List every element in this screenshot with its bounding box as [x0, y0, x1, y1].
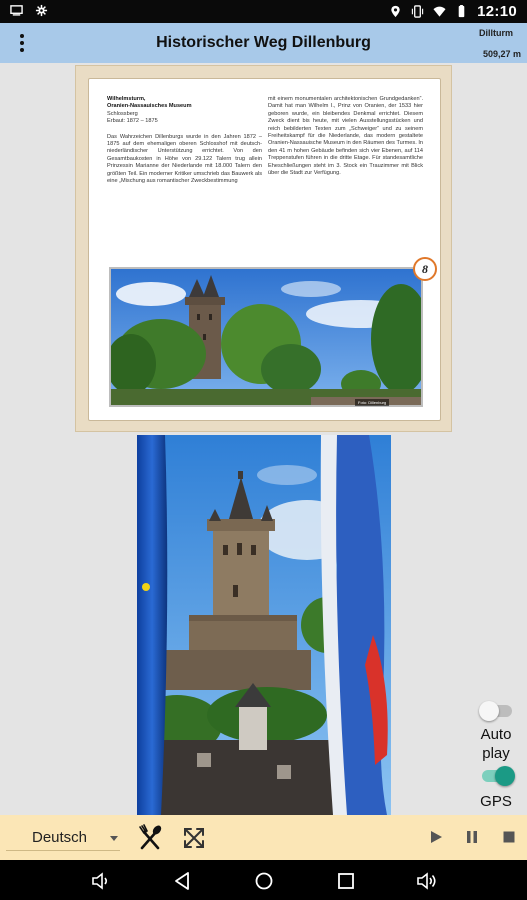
status-time: 12:10: [477, 3, 517, 20]
guide-page-photo: [109, 267, 423, 407]
app-title: Historischer Weg Dillenburg: [156, 34, 371, 51]
gps-label: GPS: [480, 793, 512, 810]
play-icon[interactable]: [428, 829, 444, 845]
point-built: Erbaut: 1872 – 1875: [107, 118, 158, 125]
chevron-down-icon: [110, 836, 118, 841]
status-bar: [0, 0, 527, 23]
volume-up-icon[interactable]: [416, 870, 438, 892]
gps-toggle-thumb: [495, 766, 515, 786]
language-value: Deutsch: [32, 829, 88, 846]
route-icon[interactable]: [180, 824, 208, 852]
stop-icon[interactable]: [501, 829, 517, 845]
guide-column-left: [107, 96, 262, 185]
point-location: Schlossberg: [107, 110, 138, 117]
app-bar: [0, 23, 527, 63]
photo-credit: Foto: Dillenburg: [355, 399, 389, 406]
bottom-toolbar: [0, 815, 527, 860]
home-icon[interactable]: [253, 870, 275, 892]
volume-down-icon[interactable]: [90, 870, 112, 892]
place-name: Dillturm: [478, 28, 513, 38]
tower-photo[interactable]: [137, 435, 391, 815]
content-area: [0, 63, 527, 815]
guide-column-right: [268, 96, 423, 177]
system-nav-bar: [0, 860, 527, 900]
settings-icon: [35, 4, 48, 17]
pause-icon[interactable]: [464, 829, 480, 845]
point-subtitle: Oranien-Nassauisches Museum: [107, 103, 192, 110]
wifi-icon: [433, 5, 446, 18]
recents-icon[interactable]: [335, 870, 357, 892]
language-underline: [6, 850, 120, 851]
guide-page[interactable]: [75, 65, 452, 432]
location-icon: [389, 5, 402, 18]
back-icon[interactable]: [172, 870, 194, 892]
autoplay-label: Auto play: [480, 726, 512, 762]
point-text-left: Das Wahrzeichen Dillenburgs wurde in den Jahren 1872 – 1875 auf dem ehemaligen oberen Schlosshof mit deutsch-niederländischer Unterstützung errichtet. Von den Gesamtbaukosten in Höhe von 29.122 Talern trug allein Prinzessin Marianne der Niederlande mit 18.000 Talern den größten Teil. Ein moderner Kritiker umschrieb das Bauwerk als eine „Mischung aus romantischer Zweckbestimmung: [107, 133, 262, 185]
distance-readout: 509,27 m: [482, 49, 521, 59]
battery-icon: [455, 5, 468, 18]
cutlery-icon[interactable]: [136, 824, 164, 852]
screen-icon: [10, 4, 23, 17]
point-text-right: mit einem monumentalen architektonischen Grundgedanken“. Damit hat man Wilhelm I., Prinz von Oranien, der 1533 hier geboren wurde, ein bleibendes Denkmal errichtet. Diesem Zweck dient bis heute, mit vielen Ausstellungsstücken und reich bebilderten Texten zum „Schweiger“ und zu seinem Freiheitskampf für die Niederlande, das modern gestaltete Oranien-Nassauische Museum in den Räumen des Turmes. In den 41 m hohen Gebäude befinden sich vier Ebenen, auf 114 Treppenstufen führen in die dritte Etage. Für standesamtliche Eheschließungen steht im 3. Stock ein Trauzimmer mit Blick über die Stadt zur Verfügung.: [268, 96, 423, 177]
language-select[interactable]: [6, 823, 120, 851]
page-number-badge: 8: [413, 257, 437, 281]
gps-toggle[interactable]: [479, 766, 515, 786]
autoplay-toggle[interactable]: [479, 701, 515, 721]
point-title: Wilhelmsturm,: [107, 96, 146, 102]
autoplay-toggle-thumb: [479, 701, 499, 721]
guide-page-inner: [88, 78, 441, 421]
vibrate-icon: [411, 5, 424, 18]
